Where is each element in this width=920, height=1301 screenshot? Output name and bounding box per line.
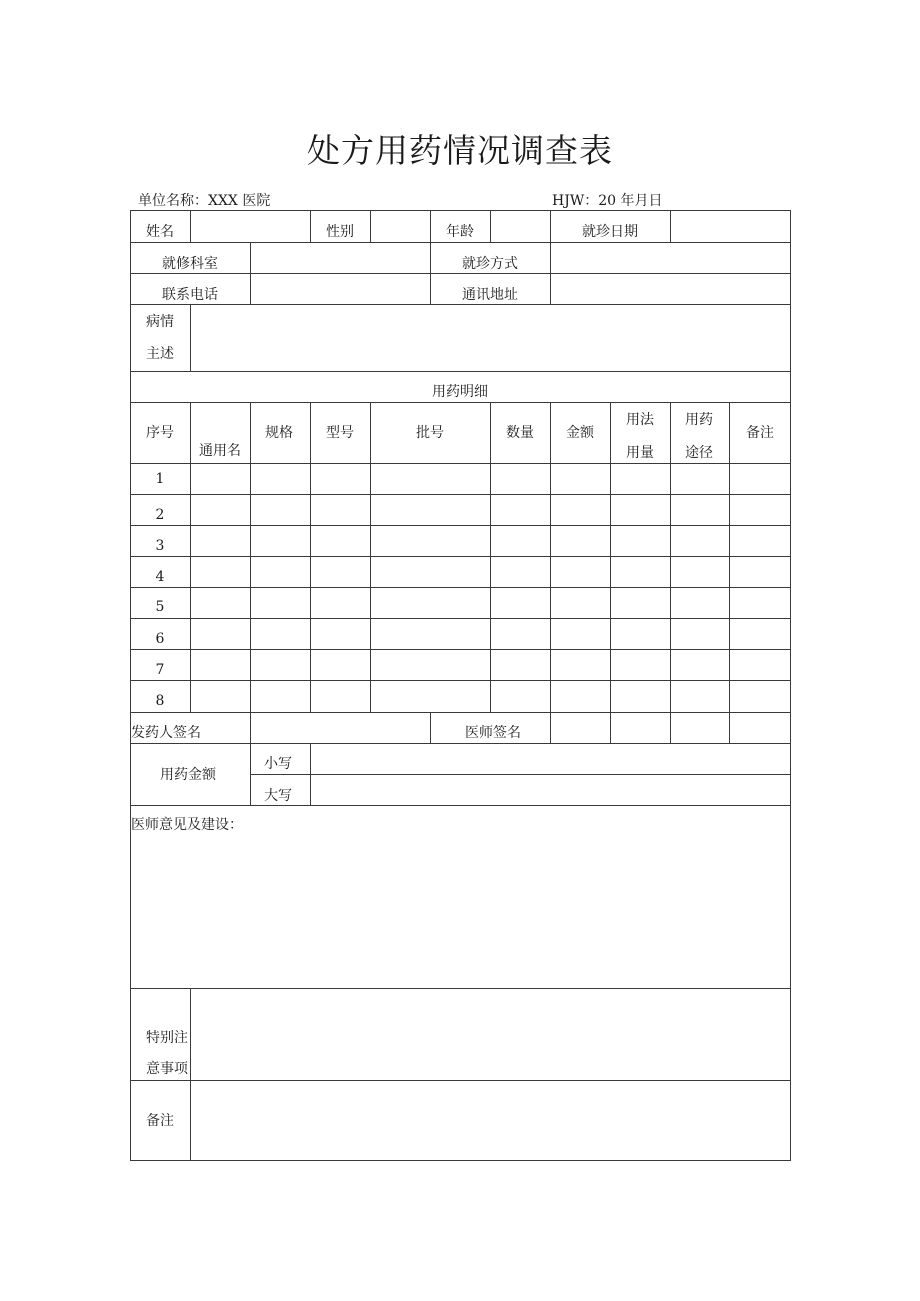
doctor-opinion-label: 医师意见及建设： bbox=[131, 817, 243, 833]
grid-line bbox=[670, 402, 671, 713]
grid-line bbox=[130, 988, 791, 989]
gender-label: 性别 bbox=[326, 224, 354, 240]
amount-lowercase-label: 小写 bbox=[264, 756, 292, 772]
grid-line bbox=[130, 402, 791, 403]
amount-uppercase-label: 大写 bbox=[264, 788, 292, 804]
grid-line bbox=[370, 210, 371, 243]
grid-line bbox=[550, 210, 551, 243]
grid-line bbox=[130, 242, 791, 243]
row-number: 6 bbox=[155, 631, 165, 647]
form-date: HJW：20 年月日 bbox=[552, 193, 663, 209]
grid-line bbox=[190, 304, 191, 372]
grid-line bbox=[729, 402, 730, 713]
row-number: 3 bbox=[155, 538, 165, 554]
grid-line bbox=[550, 402, 551, 713]
grid-line bbox=[130, 494, 791, 495]
grid-line bbox=[130, 1160, 791, 1161]
col-spec: 规格 bbox=[265, 425, 293, 441]
grid-line bbox=[310, 210, 311, 243]
grid-line bbox=[250, 712, 251, 744]
grid-line bbox=[670, 712, 671, 744]
complaint-label-line2: 主述 bbox=[146, 346, 174, 362]
remark-label: 备注 bbox=[146, 1113, 174, 1129]
drug-amount-label: 用药金额 bbox=[160, 767, 216, 783]
grid-line bbox=[790, 210, 791, 1161]
col-remark: 备注 bbox=[746, 425, 774, 441]
grid-line bbox=[130, 649, 791, 650]
col-quantity: 数量 bbox=[506, 425, 534, 441]
col-route-line1: 用药 bbox=[685, 412, 713, 428]
grid-line bbox=[729, 712, 730, 744]
grid-line bbox=[250, 743, 251, 806]
col-amount: 金额 bbox=[566, 425, 594, 441]
row-number: 4 bbox=[155, 569, 165, 585]
age-label: 年龄 bbox=[446, 224, 474, 240]
grid-line bbox=[430, 210, 431, 243]
grid-line bbox=[130, 273, 791, 274]
grid-line bbox=[130, 743, 791, 744]
grid-line bbox=[130, 618, 791, 619]
grid-line bbox=[430, 242, 431, 305]
grid-line bbox=[610, 402, 611, 713]
row-number: 8 bbox=[155, 693, 165, 709]
grid-line bbox=[250, 242, 251, 305]
name-label: 姓名 bbox=[146, 224, 174, 240]
row-number: 5 bbox=[155, 599, 165, 615]
col-usage-line2: 用量 bbox=[626, 445, 654, 461]
doctor-signature-label: 医师签名 bbox=[465, 725, 521, 741]
detail-section-title: 用药明细 bbox=[432, 384, 488, 400]
row-number: 7 bbox=[155, 662, 165, 678]
grid-line bbox=[250, 774, 791, 775]
address-label: 通讯地址 bbox=[462, 287, 518, 303]
grid-line bbox=[670, 210, 671, 243]
row-number: 2 bbox=[155, 507, 165, 523]
grid-line bbox=[490, 402, 491, 713]
grid-line bbox=[190, 402, 191, 713]
grid-line bbox=[190, 210, 191, 243]
visit-date-label: 就珍日期 bbox=[582, 224, 638, 240]
grid-line bbox=[130, 556, 791, 557]
grid-line bbox=[490, 210, 491, 243]
grid-line bbox=[190, 988, 191, 1161]
col-seq: 序号 bbox=[146, 425, 174, 441]
grid-line bbox=[430, 712, 431, 744]
unit-name: 单位名称：XXX 医院 bbox=[138, 193, 271, 209]
department-label: 就修科室 bbox=[162, 256, 218, 272]
row-number: 1 bbox=[155, 471, 165, 487]
col-batch: 批号 bbox=[416, 425, 444, 441]
grid-line bbox=[130, 587, 791, 588]
grid-line bbox=[130, 210, 131, 1161]
col-model: 型号 bbox=[326, 425, 354, 441]
col-usage-line1: 用法 bbox=[626, 412, 654, 428]
grid-line bbox=[130, 304, 791, 305]
grid-line bbox=[130, 712, 791, 713]
dispenser-signature-label: 发药人签名 bbox=[131, 725, 201, 741]
grid-line bbox=[250, 402, 251, 713]
grid-line bbox=[130, 805, 791, 806]
grid-line bbox=[130, 210, 791, 211]
grid-line bbox=[310, 402, 311, 713]
grid-line bbox=[130, 680, 791, 681]
special-notes-label-line1: 特别注 bbox=[146, 1030, 188, 1046]
grid-line bbox=[370, 402, 371, 713]
grid-line bbox=[130, 1080, 791, 1081]
col-route-line2: 途径 bbox=[685, 445, 713, 461]
phone-label: 联系电话 bbox=[162, 287, 218, 303]
complaint-label-line1: 病情 bbox=[146, 314, 174, 330]
grid-line bbox=[550, 242, 551, 305]
page-title: 处方用药情况调查表 bbox=[307, 131, 613, 170]
grid-line bbox=[550, 712, 551, 744]
special-notes-label-line2: 意事项 bbox=[146, 1061, 188, 1077]
grid-line bbox=[130, 463, 791, 464]
visit-method-label: 就珍方式 bbox=[462, 256, 518, 272]
grid-line bbox=[610, 712, 611, 744]
grid-line bbox=[130, 525, 791, 526]
col-generic-name: 通用名 bbox=[199, 443, 241, 459]
grid-line bbox=[130, 371, 791, 372]
grid-line bbox=[310, 743, 311, 806]
